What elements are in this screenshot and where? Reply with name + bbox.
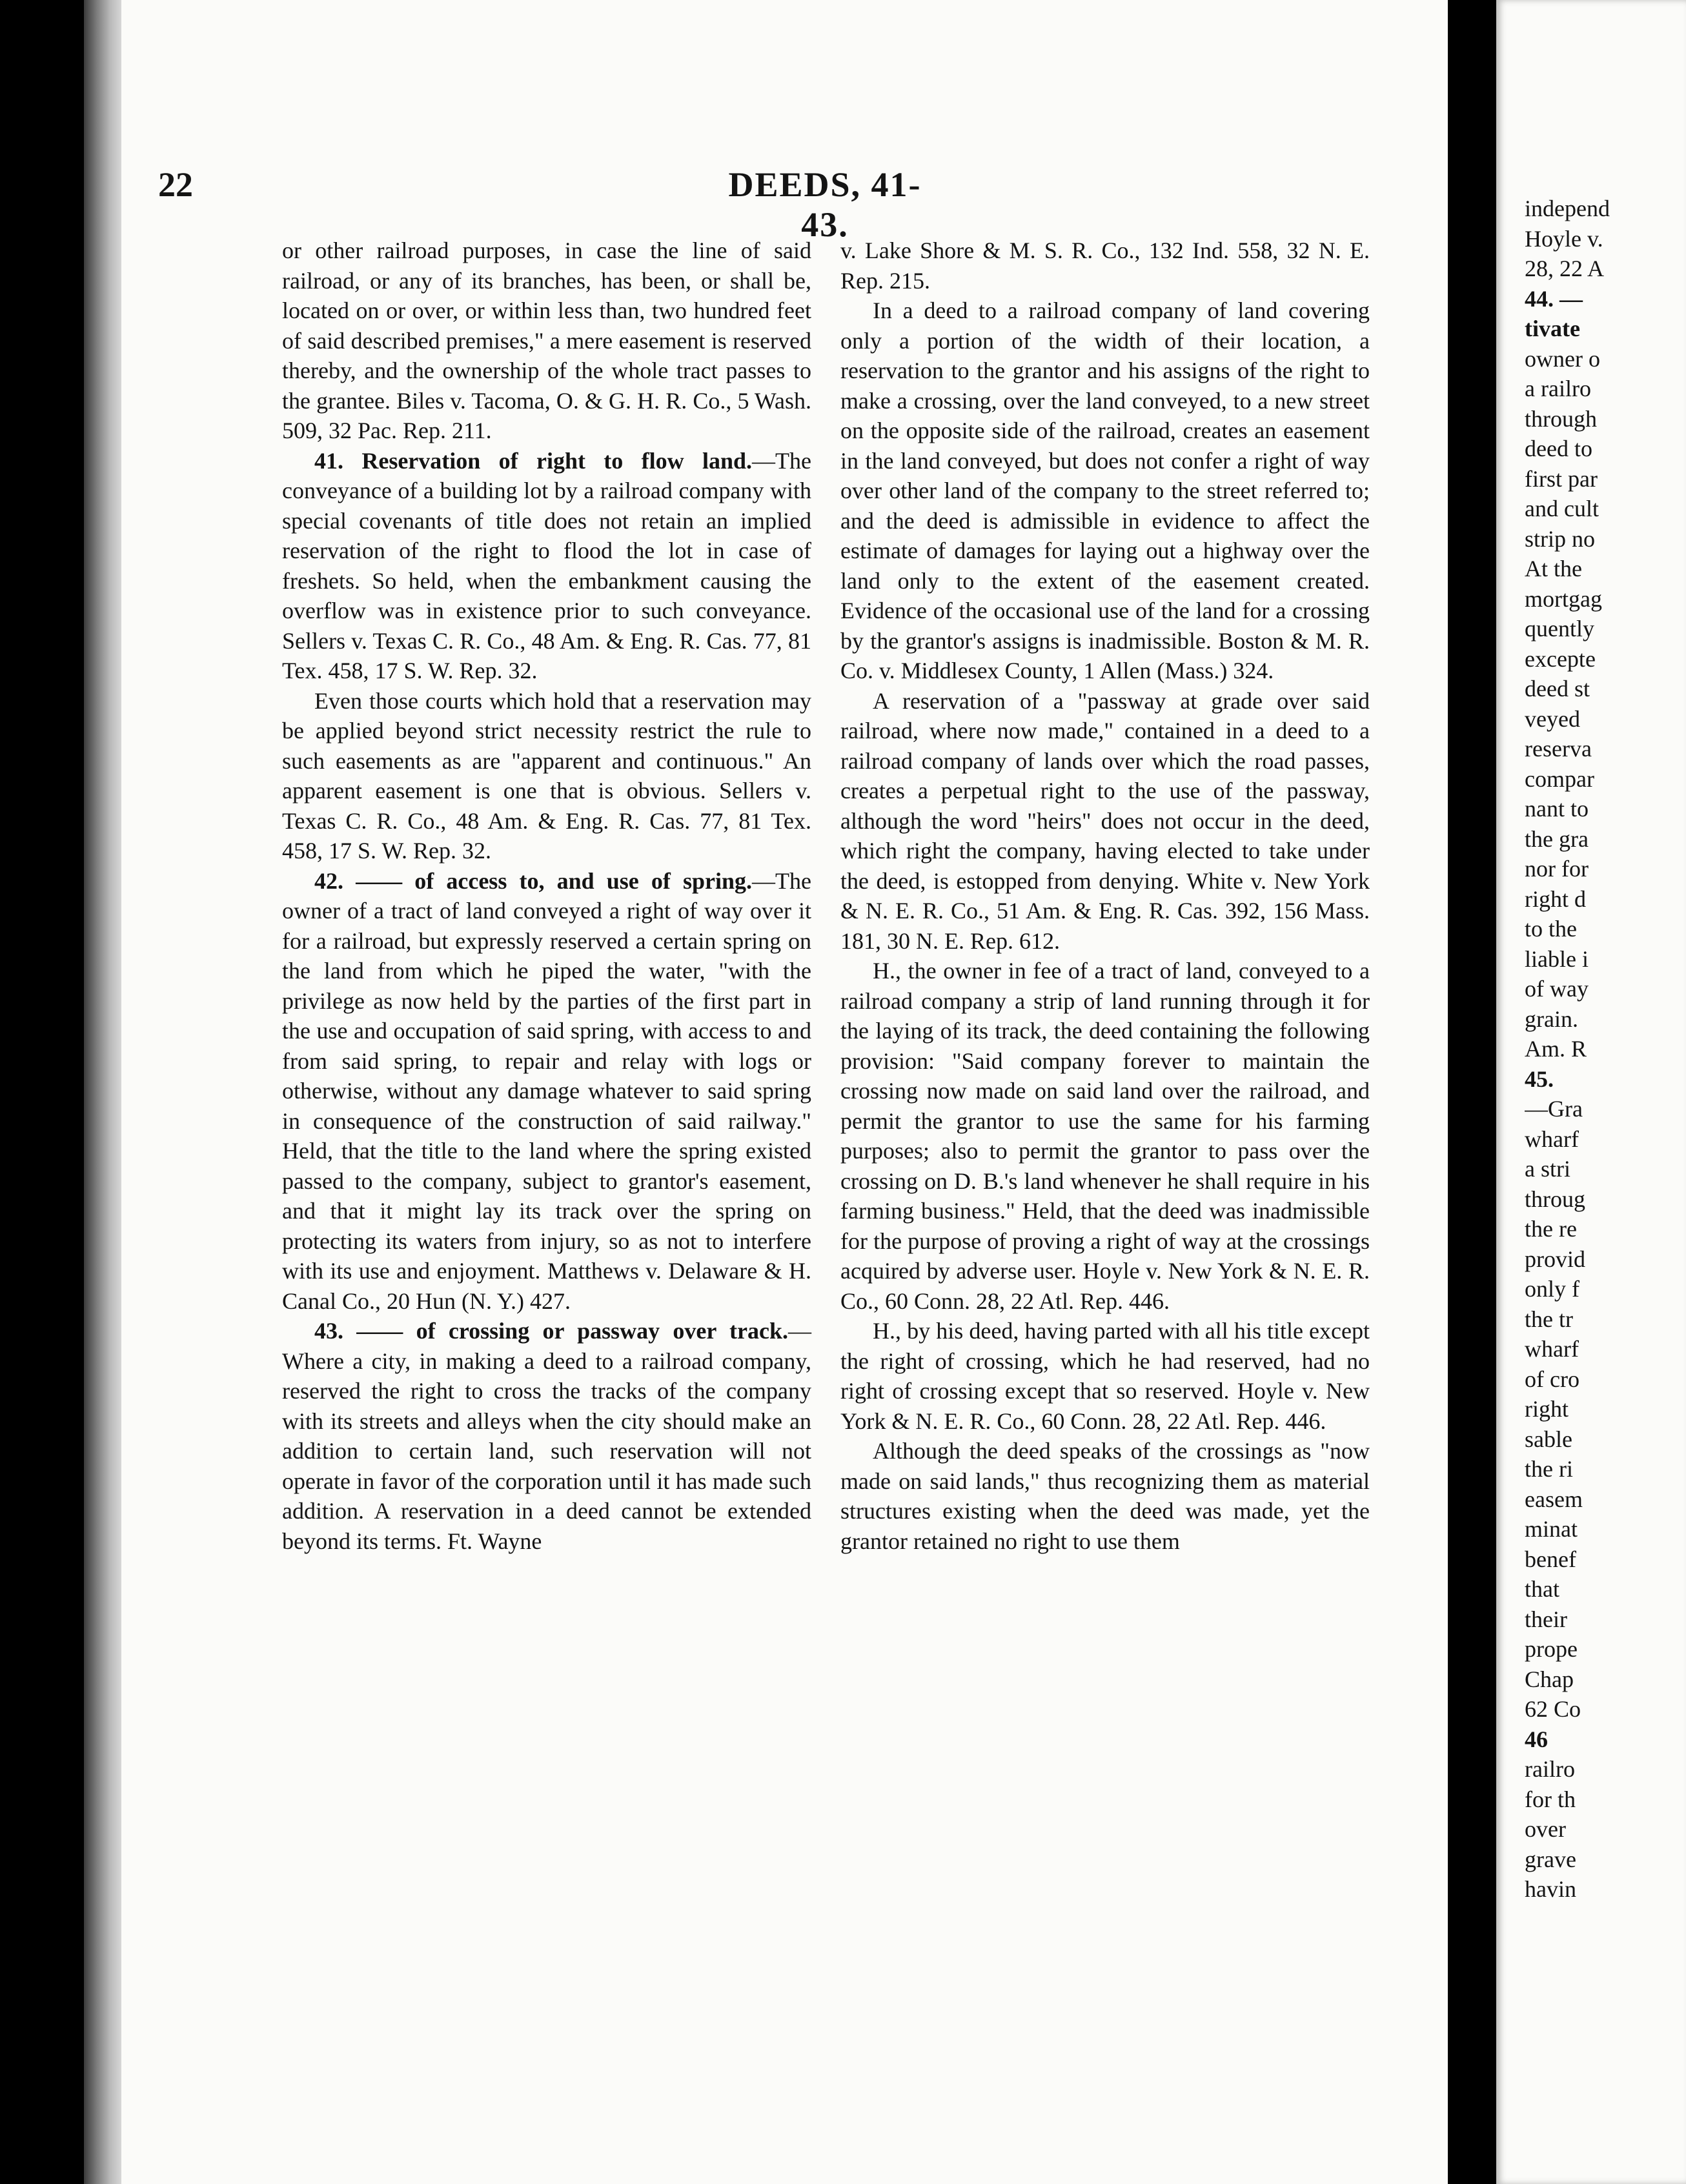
facing-page-line: Am. R [1525,1036,1587,1062]
facing-page-line: benef [1525,1546,1576,1572]
facing-page-line: their [1525,1606,1567,1632]
facing-page-line: compar [1525,765,1594,792]
facing-page-line: easem [1525,1486,1583,1512]
facing-page-line: 46 [1525,1726,1548,1752]
facing-page-line: liable i [1525,945,1589,972]
facing-page-line: the tr [1525,1306,1573,1332]
facing-page-line: independ [1525,196,1610,221]
left_column-paragraph [282,866,811,1317]
facing-page-line: wharf [1525,1336,1579,1362]
paragraph-text: Even those courts which hold that a reservation may be applied beyond strict necessity restrict the rule to such easements as are "apparent and continuous." An apparent easement is one that is obvious. Sellers v. Texas C. R. Co., 48 Am. & Eng. R. Cas. 77, 81 Tex. 458, 17 S. W. Rep. 32. [282,687,811,864]
facing-page-line: of cro [1525,1366,1579,1392]
facing-page-line: havin [1525,1876,1576,1902]
facing-page-line: 28, 22 A [1525,256,1605,281]
facing-page-line: deed to [1525,436,1592,461]
right_column-paragraph [840,1316,1370,1436]
paragraph-text: —The conveyance of a building lot by a railroad company with special covenants of title does not retain an implied reservation of the right to flood the lot in case of freshets. So held, when the embankment causing the overflow was in existence prior to such conveyance. Sellers v. Texas C. R. Co., 48 Am. & Eng. R. Cas. 77, 81 Tex. 458, 17 S. W. Rep. 32. [282,447,811,683]
facing-page-line: deed st [1525,676,1590,702]
facing-page-line: only f [1525,1276,1579,1302]
facing-page-line: to the [1525,916,1577,942]
page-number: 22 [158,165,193,204]
facing-page-line: prope [1525,1636,1578,1662]
paragraph-text: A reservation of a "passway at grade over said railroad, where now made," contained in a deed to a railroad company of lands over which the road passes, creates a perpetual right to the use of the passway, although the word "heirs" does not occur in the deed, which right the company, having elected to take under the deed, is estopped from denying. White v. New York & N. E. R. Co., 51 Am. & Eng. R. Cas. 392, 156 Mass. 181, 30 N. E. Rep. 612. [840,687,1370,954]
paragraph-text: —Where a city, in making a deed to a railroad company, reserved the right to cross the tracks of the company with its streets and alleys when the city should make an addition to certain land, such reservation will not operate in favor of the corporation until it has made such addition. A reservation in a deed cannot be extended beyond its terms. Ft. Wayne [282,1318,811,1554]
facing-page-line: the re [1525,1216,1577,1242]
running-head: DEEDS, 41-43. [728,165,922,244]
left_column-paragraph [282,236,811,446]
facing-page-line: through [1525,405,1597,432]
left-text-column [282,236,811,1556]
facing-page-line: At the [1525,556,1582,581]
paragraph-text: H., the owner in fee of a tract of land, conveyed to a railroad company a strip of land running through it for the laying of its track, the deed containing the following provision: "Said company forever to maintain the crossing now made on said land over the railroad, and permit the grantor to use the same for his farming purposes; also to permit the grantor to pass over the crossing on D. B.'s land whenever he shall require in his farming business." Held, that the deed was inadmissible for the purpose of proving a right of way at the crossings acquired by adverse user. Hoyle v. New York & N. E. R. Co., 60 Conn. 28, 22 Atl. Rep. 446. [840,958,1370,1314]
paragraph-text: —The owner of a tract of land conveyed a right of way over it for a railroad, but expressly reserved a certain spring on the land from which he piped the water, "with the privilege as now held by the parties of the first part in the use and occupation of said spring, with access to and from said spring, to repair and relay with logs or otherwise, without any damage whatever to said spring in consequence of the construction of said railway." Held, that the title to the land where the spring existed passed to the company, subject to grantor's easement, and that it might lay its track over the spring on protecting its waters from injury, so as not to interfere with its use and enjoyment. Matthews v. Delaware & H. Canal Co., 20 Hun (N. Y.) 427. [282,867,811,1314]
paragraph-text: In a deed to a railroad company of land covering only a portion of the width of their location, a reservation to the grantor and his assigns of the right to make a crossing, over the land conveyed, to a new street on the opposite side of the railroad, creates an easement in the land conveyed, but does not confer a right of way over other land of the company to the street referred to; and the deed is admissible in evidence to affect the estimate of damages for laying out a highway over the land only to the extent of the easement created. Evidence of the occasional use of the land for a crossing by the grantor's assigns is inadmissible. Boston & M. R. Co. v. Middlesex County, 1 Allen (Mass.) 324. [840,298,1370,683]
right_column-paragraph [840,956,1370,1316]
facing-page-line: nant to [1525,796,1589,822]
facing-page-line: Hoyle v. [1525,225,1603,252]
right_column-paragraph [840,686,1370,956]
facing-page-line: quently [1525,616,1594,642]
facing-page-line: a stri [1525,1156,1570,1182]
section-heading: 41. Reservation of right to flow land. [314,447,753,474]
facing-page-line: provid [1525,1246,1585,1272]
paragraph-text: H., by his deed, having parted with all his title except the right of crossing, which he had reserved, had no right of crossing except that so reserved. Hoyle v. New York & N. E. R. Co., 60 Conn. 28, 22 Atl. Rep. 446. [840,1318,1370,1434]
facing-page-line: for th [1525,1786,1576,1812]
right_column-paragraph [840,236,1370,296]
section-heading: 43. —— of crossing or passway over track. [314,1318,788,1344]
facing-page-line: railro [1525,1756,1575,1782]
facing-page-line: grave [1525,1846,1576,1872]
facing-page-line: reserva [1525,736,1592,762]
facing-page-line: tivate [1525,316,1580,341]
facing-page-line: right [1525,1396,1569,1422]
right_column-paragraph [840,296,1370,686]
facing-page-line: 44. — [1525,285,1583,312]
facing-page-line: first par [1525,465,1598,492]
section-heading: 42. —— of access to, and use of spring. [314,867,753,894]
facing-page-line: minat [1525,1516,1578,1542]
facing-page-line: the ri [1525,1456,1573,1482]
facing-page-line: mortgag [1525,585,1602,612]
facing-page-fragments [1525,194,1686,1905]
facing-page-line: Chap [1525,1666,1574,1692]
left_column-paragraph [282,686,811,866]
facing-page-line: owner o [1525,345,1600,372]
right-text-column [840,236,1370,1556]
facing-page-line: 45. [1525,1066,1554,1092]
facing-page-line: throug [1525,1186,1585,1212]
facing-page-line: excepte [1525,645,1596,672]
facing-page-line: over [1525,1816,1566,1842]
facing-page-line: —Gra [1525,1096,1583,1122]
facing-page-line: and cult [1525,496,1599,521]
facing-page-line: right d [1525,885,1586,912]
left_column-paragraph [282,1316,811,1556]
facing-page-line: the gra [1525,825,1589,852]
left_column-paragraph [282,446,811,686]
binding-gutter [84,0,121,2184]
paragraph-text: Although the deed speaks of the crossings as "now made on said lands," thus recognizing them as material structures existing when the deed was made, yet the grantor retained no right to use them [840,1438,1370,1554]
facing-page-line: grain. [1525,1006,1578,1032]
facing-page-line: wharf [1525,1126,1579,1152]
facing-page-line: 62 Co [1525,1696,1581,1722]
facing-page-line: veyed [1525,705,1580,732]
facing-page-line: nor for [1525,856,1589,882]
paragraph-text: or other railroad purposes, in case the line of said railroad, or any of its branches, has been, or shall be, located on or over, or within less than, two hundred feet of said described premises," a mere easement is reserved thereby, and the ownership of the whole tract passes to the grantee. Biles v. Tacoma, O. & G. H. R. Co., 5 Wash. 509, 32 Pac. Rep. 211. [282,238,811,443]
facing-page-line: strip no [1525,525,1596,552]
facing-page-line: that [1525,1576,1559,1602]
facing-page-line: of way [1525,976,1589,1002]
facing-page-line: sable [1525,1426,1572,1452]
paragraph-text: v. Lake Shore & M. S. R. Co., 132 Ind. 558, 32 N. E. Rep. 215. [840,238,1370,294]
right_column-paragraph [840,1436,1370,1556]
facing-page-line: a railro [1525,376,1591,401]
